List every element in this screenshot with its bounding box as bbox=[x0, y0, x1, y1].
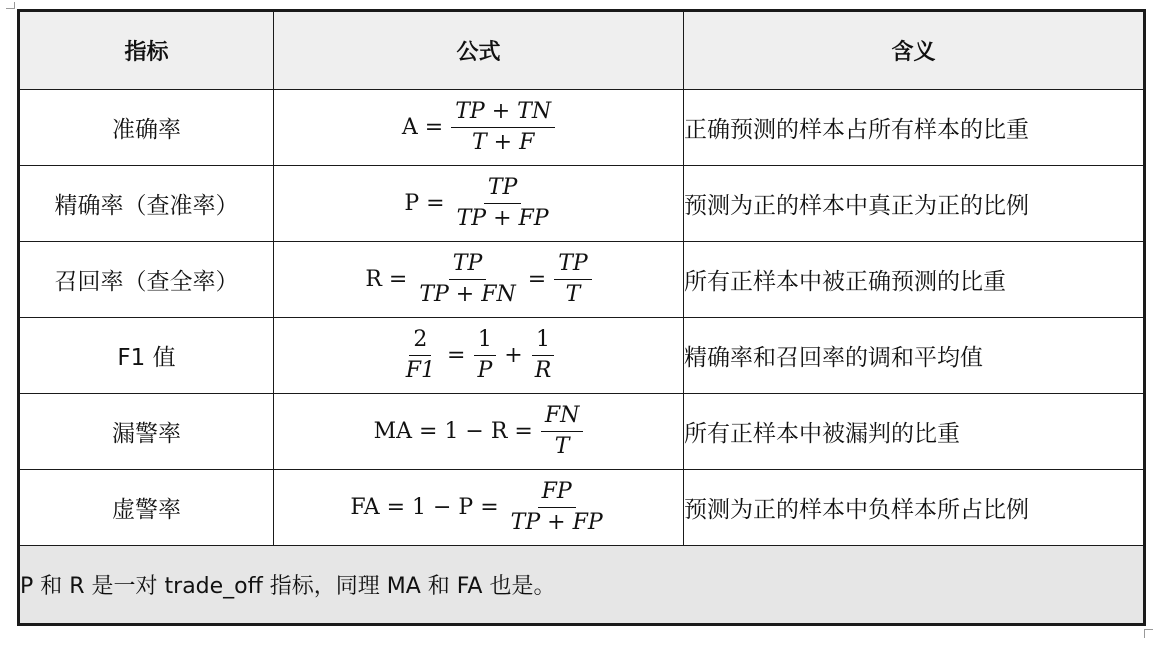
fraction bbox=[473, 325, 496, 386]
denominator: T bbox=[554, 434, 570, 459]
denominator: TP + FP bbox=[456, 206, 549, 231]
formula bbox=[404, 173, 552, 234]
numerator: TP + TN bbox=[451, 97, 555, 128]
formula bbox=[350, 477, 606, 538]
denominator: TP + FP bbox=[510, 510, 603, 535]
metric-meaning: 预测为正的样本中负样本所占比例 bbox=[684, 470, 1145, 546]
header-metric: 指标 bbox=[19, 11, 274, 90]
formula-cell bbox=[274, 318, 684, 394]
numerator: 1 bbox=[532, 325, 554, 356]
formula-cell bbox=[274, 166, 684, 242]
formula bbox=[365, 249, 591, 310]
metrics-table bbox=[17, 9, 1146, 626]
equals-sign: = bbox=[527, 267, 547, 292]
fraction bbox=[402, 325, 439, 386]
numerator: TP bbox=[484, 173, 521, 204]
formula-lhs: P = bbox=[404, 191, 445, 216]
fraction bbox=[531, 325, 556, 386]
numerator: 2 bbox=[409, 325, 431, 356]
denominator: F1 bbox=[405, 358, 435, 383]
fraction bbox=[541, 401, 584, 462]
header-row bbox=[19, 11, 1145, 90]
denominator: TP + FN bbox=[419, 282, 516, 307]
fraction bbox=[554, 249, 591, 310]
numerator: TP bbox=[449, 249, 486, 280]
denominator: R bbox=[534, 358, 552, 383]
formula-lhs: FA = 1 − P = bbox=[350, 495, 499, 520]
table-row bbox=[19, 90, 1145, 166]
table-row bbox=[19, 394, 1145, 470]
fraction bbox=[453, 173, 553, 234]
metric-meaning: 正确预测的样本占所有样本的比重 bbox=[684, 90, 1145, 166]
table-row bbox=[19, 470, 1145, 546]
metric-name: 准确率 bbox=[19, 90, 274, 166]
header-meaning: 含义 bbox=[684, 11, 1145, 90]
formula-cell bbox=[274, 394, 684, 470]
formula-cell bbox=[274, 470, 684, 546]
header-formula: 公式 bbox=[274, 11, 684, 90]
denominator: P bbox=[477, 358, 493, 383]
footer-note: P 和 R 是一对 trade_off 指标，同理 MA 和 FA 也是。 bbox=[19, 546, 1145, 625]
crop-mark-bottom-right bbox=[1144, 629, 1153, 638]
metric-name: 精确率（查准率） bbox=[19, 166, 274, 242]
metric-name: 虚警率 bbox=[19, 470, 274, 546]
table-row bbox=[19, 166, 1145, 242]
fraction bbox=[415, 249, 519, 310]
numerator: TP bbox=[554, 249, 591, 280]
plus-sign: + bbox=[504, 343, 523, 368]
metric-meaning: 所有正样本中被漏判的比重 bbox=[684, 394, 1145, 470]
crop-mark-top-left bbox=[6, 2, 15, 9]
table-row bbox=[19, 242, 1145, 318]
formula bbox=[374, 401, 584, 462]
table-row bbox=[19, 318, 1145, 394]
denominator: T bbox=[565, 282, 581, 307]
metric-meaning: 所有正样本中被正确预测的比重 bbox=[684, 242, 1145, 318]
formula-lhs: MA = 1 − R = bbox=[373, 419, 533, 444]
fraction bbox=[507, 477, 607, 538]
equals-sign: = bbox=[447, 343, 466, 368]
formula-cell bbox=[274, 90, 684, 166]
metric-name: 漏警率 bbox=[19, 394, 274, 470]
formula bbox=[402, 325, 556, 386]
formula-cell bbox=[274, 242, 684, 318]
metric-name: 召回率（查全率） bbox=[19, 242, 274, 318]
metric-meaning: 预测为正的样本中真正为正的比例 bbox=[684, 166, 1145, 242]
formula-lhs: A = bbox=[401, 115, 444, 140]
numerator: FP bbox=[538, 477, 576, 508]
numerator: FN bbox=[541, 401, 584, 432]
metric-name: F1 值 bbox=[19, 318, 274, 394]
fraction bbox=[451, 97, 555, 158]
denominator: T + F bbox=[471, 130, 535, 155]
metric-meaning: 精确率和召回率的调和平均值 bbox=[684, 318, 1145, 394]
numerator: 1 bbox=[474, 325, 496, 356]
formula-lhs: R = bbox=[365, 267, 408, 292]
footer-row bbox=[19, 546, 1145, 625]
formula bbox=[402, 97, 555, 158]
